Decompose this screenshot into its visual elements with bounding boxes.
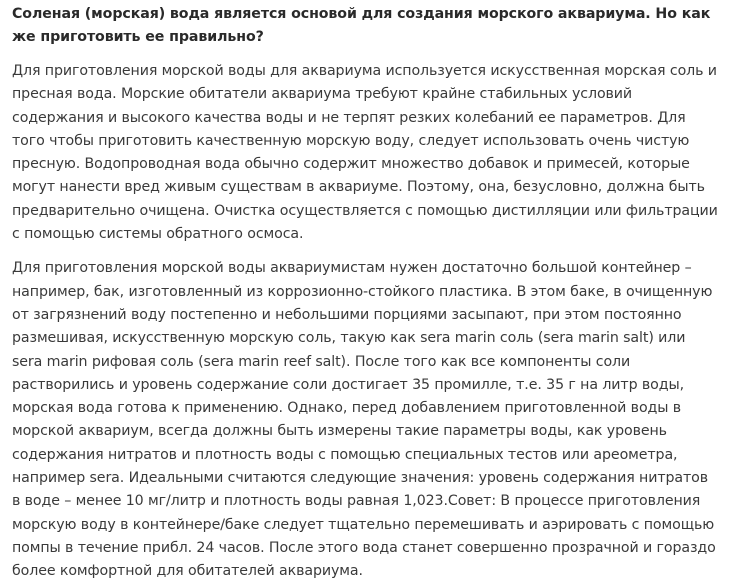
article-paragraph-water-preparation: Для приготовления морской воды для аквариума используется искусственная морская соль и пресная вода. Морские обитатели аквариума требуют крайне стабильных условий содержания и высокого качества воды и не терпят резких колебаний ее параметров. Для того чтобы приготовить качественную морскую воду, следует использовать очень чистую пресную. Водопроводная вода обычно содержит множество добавок и примесей, которые могут нанести вред живым существам в аквариуме. Поэтому, она, безусловно, должна быть предварительно очищена. Очистка осуществляется с помощью дистилляции или фильтрации с помощью системы обратного осмоса. <box>12 63 718 243</box>
article-heading: Соленая (морская) вода является основой для создания морского аквариума. Но как же приготовить ее правильно? <box>12 6 711 45</box>
article-paragraph-container-instructions: Для приготовления морской воды аквариумистам нужен достаточно большой контейнер – например, бак, изготовленный из коррозионно-стойкого пластика. В этом баке, в очищенную от загрязнений воду постепенно и небольшими порциями засыпают, при этом постоянно размешивая, искусственную морскую соль, такую как sera marin соль (sera marin salt) или sera marin рифовая соль (sera marin reef salt). После того как все компоненты соли растворились и уровень содержание соли достигает 35 промилле, т.е. 35 г на литр воды, морская вода готова к применению. Однако, перед добавлением приготовленной воды в морской аквариум, всегда должны быть измерены такие параметры воды, как уровень содержания нитратов и плотность воды с помощью специальных тестов или ареометра, например sera. Идеальными считаются следующие значения: уровень содержания нитратов в воде – менее 10 мг/литр и плотность воды равная 1,023.Совет: В процессе приготовления морскую воду в контейнере/баке следует тщательно перемешивать и аэрировать с помощью помпы в течение прибл. 24 часов. После этого вода станет совершенно прозрачной и гораздо более комфортной для обитателей аквариума. <box>12 260 716 580</box>
article <box>0 3 729 584</box>
